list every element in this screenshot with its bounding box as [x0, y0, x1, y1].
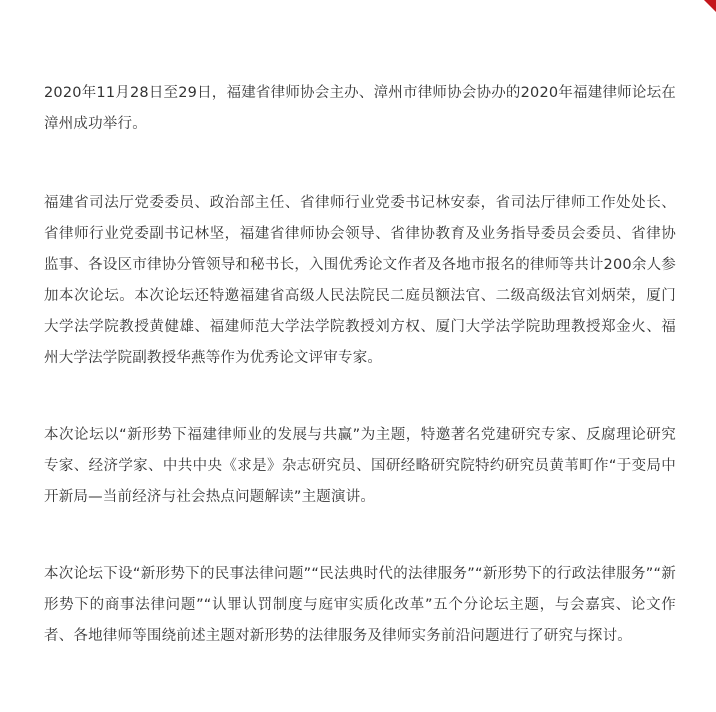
- corner-accent-mark: [704, 0, 716, 12]
- article-paragraph: 2020年11月28日至29日，福建省律师协会主办、漳州市律师协会协办的2020年福建律师论坛在漳州成功举行。: [44, 85, 676, 132]
- article-body: [44, 78, 676, 652]
- article-paragraph: 本次论坛以“新形势下福建律师业的发展与共赢”为主题，特邀著名党建研究专家、反腐理论研究专家、经济学家、中共中央《求是》杂志研究员、国研经略研究院特约研究员黄苇町作“于变局中开新局—当前经济与社会热点问题解读”主题演讲。: [44, 427, 676, 505]
- top-rule: [0, 0, 716, 4]
- article-paragraph: 本次论坛下设“新形势下的民事法律问题”“民法典时代的法律服务”“新形势下的行政法律服务”“新形势下的商事法律问题”“认罪认罚制度与庭审实质化改革”五个分论坛主题，与会嘉宾、论文作者、各地律师等围绕前述主题对新形势的法律服务及律师实务前沿问题进行了研究与探讨。: [44, 566, 676, 644]
- article-paragraph: 福建省司法厅党委委员、政治部主任、省律师行业党委书记林安泰，省司法厅律师工作处处长、省律师行业党委副书记林坚，福建省律师协会领导、省律协教育及业务指导委员会委员、省律协监事、各设区市律协分管领导和秘书长，入围优秀论文作者及各地市报名的律师等共计200余人参加本次论坛。本次论坛还特邀福建省高级人民法院民二庭员额法官、二级高级法官刘炳荣，厦门大学法学院教授黄健雄、福建师范大学法学院教授刘方权、厦门大学法学院助理教授郑金火、福州大学法学院副教授华燕等作为优秀论文评审专家。: [44, 195, 676, 366]
